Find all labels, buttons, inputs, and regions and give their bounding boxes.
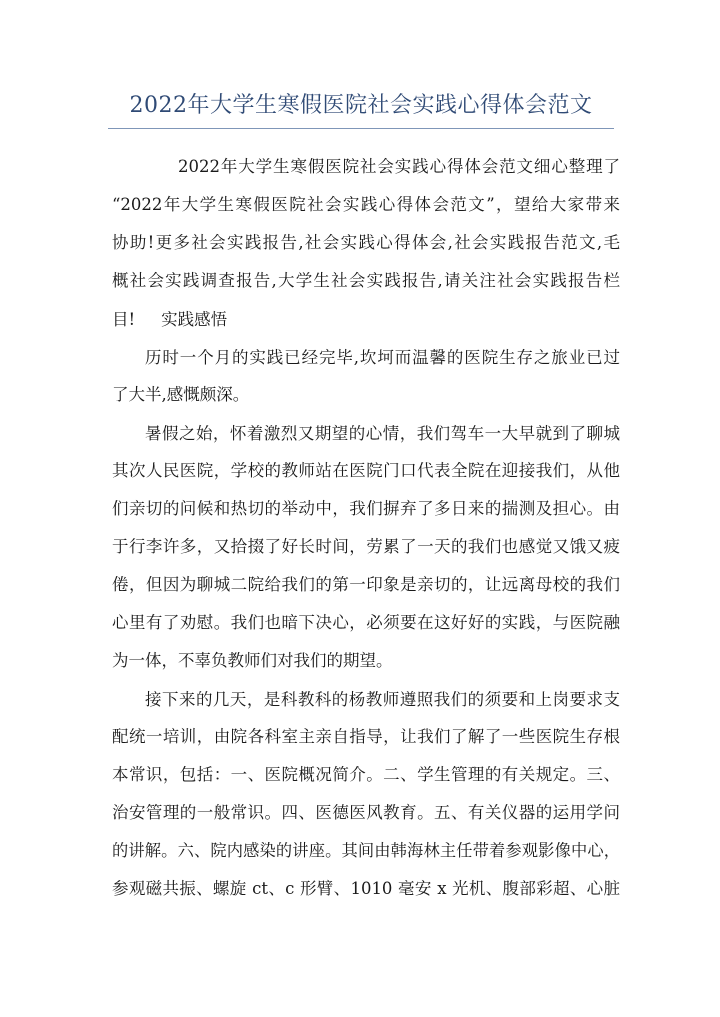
document-title: 2022年大学生寒假医院社会实践心得体会范文 [129, 93, 593, 118]
section-heading: 实践感悟 [161, 310, 228, 329]
body-line [112, 308, 227, 332]
body-line: 配统一培训，由院各科室主亲自指导，让我们了解了一些医院生存根 [112, 727, 620, 746]
body-line: 概社会实践调查报告,大学生社会实践报告,请关注社会实践报告栏 [112, 271, 620, 290]
body-line: 们亲切的问候和热切的举动中，我们摒弃了多日来的揣测及担心。由 [112, 499, 620, 518]
body-line: 协助!更多社会实践报告,社会实践心得体会,社会实践报告范文,毛 [112, 233, 620, 252]
title-underline [108, 128, 614, 129]
body-line: 2022年大学生寒假医院社会实践心得体会范文细心整理了 [178, 157, 620, 176]
body-line: 的讲解。六、院内感染的讲座。其间由韩海林主任带着参观影像中心， [112, 841, 620, 860]
body-line: 心里有了劝慰。我们也暗下决心，必须要在这好好的实践，与医院融 [112, 613, 620, 632]
body-line: 治安管理的一般常识。四、医德医风教育。五、有关仪器的运用学问 [112, 803, 620, 822]
body-line: 参观磁共振、螺旋 ct、c 形臂、1010 毫安 x 光机、腹部彩超、心脏 [112, 879, 620, 898]
body-line: 本常识，包括：一、医院概况简介。二、学生管理的有关规定。三、 [112, 765, 620, 784]
body-line: 了大半,感慨颇深。 [112, 385, 250, 404]
body-line: 其次人民医院，学校的教师站在医院门口代表全院在迎接我们，从他 [112, 461, 620, 480]
body-line: 倦，但因为聊城二院给我们的第一印象是亲切的，让远离母校的我们 [112, 575, 620, 594]
body-text: 目! [112, 310, 136, 329]
body-line: 为一体，不辜负教师们对我们的期望。 [112, 651, 393, 670]
body-line: “2022年大学生寒假医院社会实践心得体会范文”，望给大家带来 [112, 195, 620, 214]
body-line: 暑假之始，怀着激烈又期望的心情，我们驾车一大早就到了聊城 [145, 424, 620, 443]
body-line: 于行李许多，又拾掇了好长时间，劳累了一天的我们也感觉又饿又疲 [112, 537, 620, 556]
body-line: 历时一个月的实践已经完毕,坎坷而温馨的医院生存之旅业已过 [145, 348, 620, 367]
body-line: 接下来的几天，是科教科的杨教师遵照我们的须要和上岗要求支 [145, 690, 620, 709]
